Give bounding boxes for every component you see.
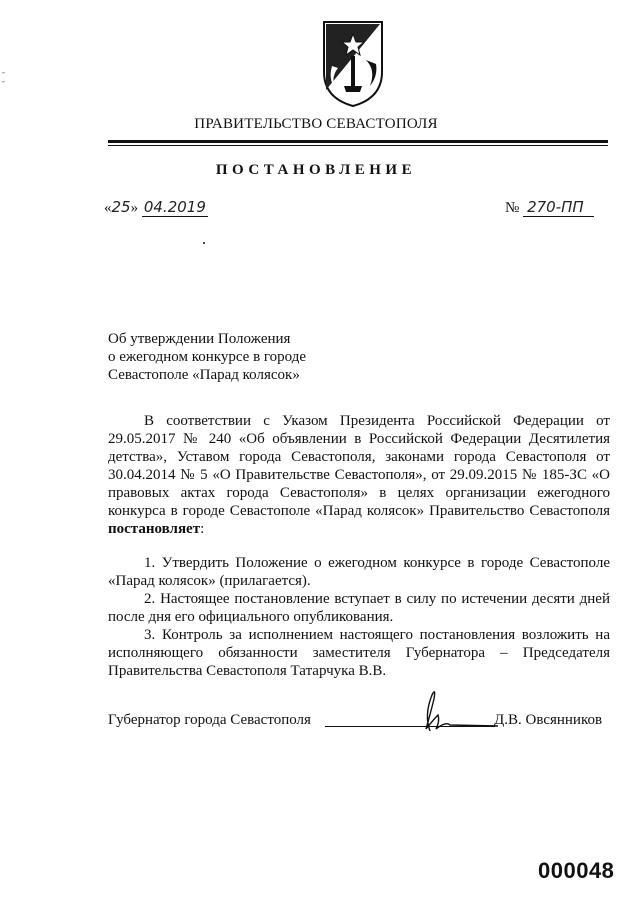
subject-line: Севастополе «Парад колясок» [108,367,300,383]
date-close-quote: » [130,200,139,216]
document-type-heading: ПОСТАНОВЛЕНИЕ [215,162,417,178]
registry-number: 000048 [538,858,615,883]
signatory-name: Д.В. Овсянников [494,712,603,728]
list-item: 2. Настоящее постановление вступает в силу по истечении десяти дней после дня его официального опубликования. [108,591,610,625]
scan-speck [203,242,205,244]
margin-mark: - - [2,67,5,86]
document-subject [108,330,306,384]
signatory-title: Губернатор города Севастополя [108,712,311,728]
government-title: ПРАВИТЕЛЬСТВО СЕВАСТОПОЛЯ [194,116,438,132]
document-body [108,412,610,680]
date-month-year: 04.2019 [143,198,206,216]
date-open-quote: « [104,200,112,216]
number-sign: № [505,200,520,216]
preamble-colon: : [200,521,205,537]
header-rule-thick [108,140,608,143]
document-number [505,198,594,217]
coat-of-arms-emblem [320,20,386,108]
document-date [104,198,208,217]
header-rule-thin [108,145,608,146]
list-item: 1. Утвердить Положение о ежегодном конкурсе в городе Севастополе «Парад колясок» (прилагается). [108,555,610,589]
date-day: 25 [111,198,131,216]
subject-line: Об утверждении Положения [108,331,291,347]
number-value: 270-ПП [523,198,594,217]
preamble-paragraph [108,412,610,538]
subject-line: о ежегодном конкурсе в городе [108,349,307,365]
list-item: 3. Контроль за исполнением настоящего постановления возложить на исполняющего обязанности заместителя Губернатора – Председателя Правительства Севастополя Татарчука В.В. [108,627,610,679]
preamble-bold-verb: постановляет [108,521,201,537]
handwritten-signature [380,685,500,735]
preamble-text: В соответствии с Указом Президента Российской Федерации от 29.05.2017 № 240 «Об объявлении в Российской Федерации Десятилетия детства», Уставом города Севастополя, законами города Севастополя от 30.04.2014 № 5 «О Правительстве Севастополя», от 29.09.2015 № 185-ЗС «О правовых актах города Севастополя» в целях организации ежегодного конкурса в городе Севастополе «Парад колясок» Правительство Севастополя [108,413,610,519]
